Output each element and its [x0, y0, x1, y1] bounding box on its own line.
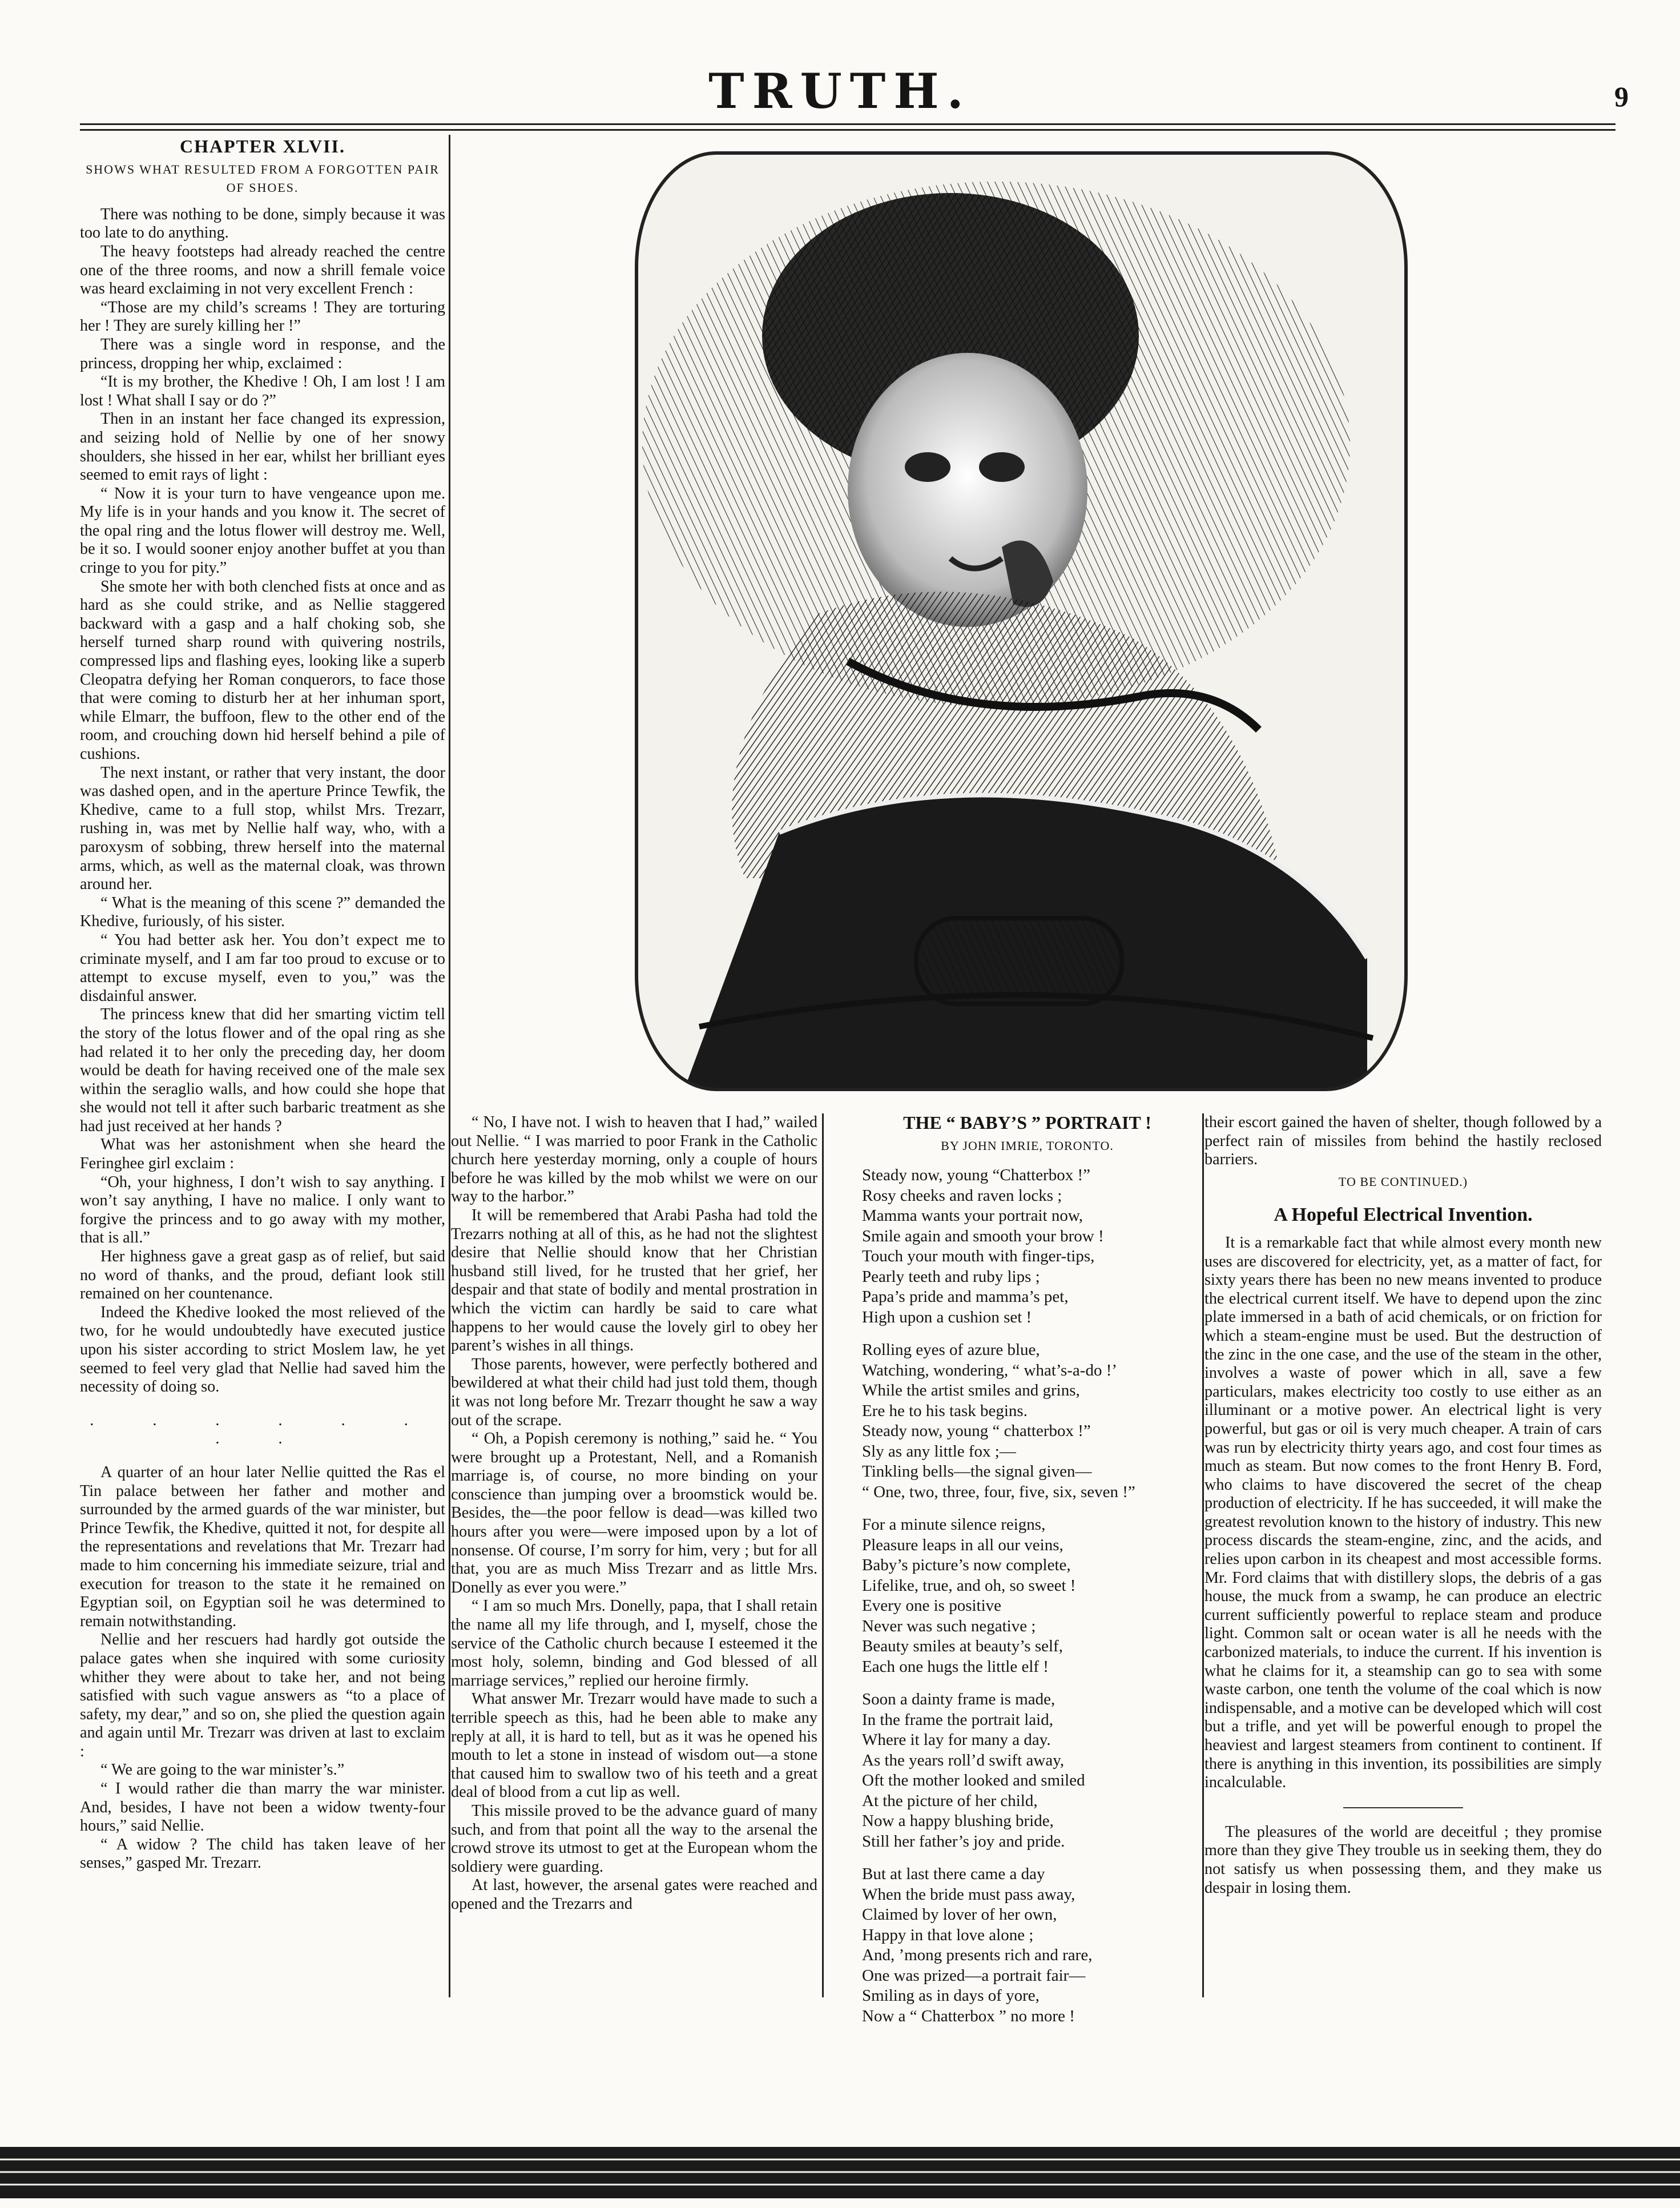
story-paragraphs-continued — [80, 1463, 445, 1873]
column-divider-1 — [449, 135, 450, 1997]
poem-line: Claimed by lover of her own, — [862, 1905, 1057, 1924]
story-paragraph: What was her astonishment when she heard the Feringhee girl exclaim : — [80, 1136, 445, 1173]
poem-line: Steady now, young “Chatterbox !” — [862, 1166, 1090, 1185]
story-paragraph: She smote her with both clenched fists at once and as hard as she could strike, and as Nellie staggered backward with a gasp and a half choking sob, she herself turned sharp round with quivering nostrils, compressed lips and flashing eyes, looking like a superb Cleopatra defying her Roman conquerors, to face those that were coming to disturb her at her inhuman sport, while Elmarr, the buffoon, flew to the other end of the room, and crouching down hid herself behind a pile of cushions. — [80, 577, 445, 763]
poem-line: Happy in that love alone ; — [862, 1925, 1034, 1944]
story-paragraph: “ Oh, a Popish ceremony is nothing,” said he. “ You were brought up a Protestant, Nell, and a Romanish marriage is, of course, no more binding on your conscience than jumping over a broomstick would be. Besides, the—the poor fellow is dead—was killed two hours after you were—were imposed upon by a lot of nonsense. Of course, I’m sorry for him, very ; but for all that, you are as much Miss Trezarr and as little Mrs. Donelly as ever you were.” — [451, 1430, 817, 1596]
story-paragraph: Her highness gave a great gasp as of relief, but said no word of thanks, and the proud, defiant look still remained on her countenance. — [80, 1248, 445, 1303]
story-paragraph: The heavy footsteps had already reached the centre one of the three rooms, and now a shrill female voice was heard exclaiming in not very excellent French : — [80, 242, 445, 298]
page-header — [0, 0, 1680, 131]
story-continuation: their escort gained the haven of shelter, though followed by a perfect rain of missiles from behind the hastily reclosed barriers. — [1204, 1113, 1602, 1169]
story-paragraph: Indeed the Khedive looked the most relieved of the two, for he would undoubtedly have executed justice upon his sister according to strict Moslem law, he yet seemed to feel very glad that Nellie had saved him the necessity of doing so. — [80, 1303, 445, 1396]
page-bottom-band — [0, 2147, 1680, 2198]
poem-line: Tinkling bells—the signal given— — [862, 1462, 1092, 1481]
poem-line: And, ’mong presents rich and rare, — [862, 1946, 1093, 1965]
column-divider-2 — [822, 1113, 824, 1997]
poem-line: “ One, two, three, four, five, six, seven !” — [862, 1482, 1135, 1501]
article-title: A Hopeful Electrical Invention. — [1274, 1204, 1533, 1226]
article-divider — [1343, 1807, 1463, 1808]
story-paragraph: At last, however, the arsenal gates were reached and opened and the Trezarrs and — [451, 1876, 817, 1913]
story-paragraph: “ I am so much Mrs. Donelly, papa, that I shall retain the name all my life through, and I, myself, chose the service of the Catholic church because I esteemed it the most holy, solemn, binding and God blessed of all marriage services,” replied our heroine firmly. — [451, 1597, 817, 1690]
story-paragraphs-2 — [451, 1113, 817, 1914]
header-rule-top — [80, 123, 1615, 125]
poem-line: Never was such negative ; — [862, 1616, 1036, 1635]
poem-line: Sly as any little fox ;— — [862, 1442, 1016, 1461]
poem-stanza — [852, 1340, 1203, 1502]
section-separator: . . . . . . . . — [90, 1411, 436, 1448]
poem-line: Papa’s pride and mamma’s pet, — [862, 1288, 1069, 1306]
story-paragraph: A quarter of an hour later Nellie quitted the Ras el Tin palace between her father and mother and surrounded by the armed guards of the war minister, but Prince Tewfik, the Khedive, quitted it not, for despite all the representations and revelations that Mr. Trezarr had made to him concerning his immediate seizure, trial and execution for treason to the state it he remained on Egyptian soil, on Egyptian soil he was determined to remain notwithstanding. — [80, 1463, 445, 1630]
poem-line: For a minute silence reigns, — [862, 1515, 1046, 1534]
poem-line: Mamma wants your portrait now, — [862, 1206, 1083, 1225]
poem-line: At the picture of her child, — [862, 1791, 1038, 1810]
poem-line: Watching, wondering, “ what’s-a-do !’ — [862, 1361, 1118, 1380]
story-paragraph: Nellie and her rescuers had hardly got outside the palace gates when she inquired with some curiosity whither they were about to take her, and not being satisfied with such vague answers as “to a place of safety, my dear,” and so on, she plied the question again and again until Mr. Trezarr was driven at last to exclaim : — [80, 1631, 445, 1760]
story-paragraph: “It is my brother, the Khedive ! Oh, I am lost ! I am lost ! What shall I say or do ?” — [80, 373, 445, 409]
poem-line: Rosy cheeks and raven locks ; — [862, 1186, 1062, 1205]
story-paragraph: Then in an instant her face changed its expression, and seizing hold of Nellie by one of her snowy shoulders, she hissed in her ear, whilst her brilliant eyes seemed to emit rays of light : — [80, 410, 445, 484]
story-paragraph: “ No, I have not. I wish to heaven that I had,” wailed out Nellie. “ I was married to poor Frank in the Catholic church here yesterday morning, only a couple of hours before he was killed by the mob whilst we were on our way to the harbor.” — [451, 1113, 817, 1206]
poem-stanza — [852, 1690, 1203, 1852]
header-rule-bottom — [80, 129, 1615, 131]
poem-line: Beauty smiles at beauty’s self, — [862, 1637, 1063, 1656]
story-paragraph: This missile proved to be the advance guard of many such, and from that point all the way to the arsenal the crowd strove its utmost to get at the European whom the soldiery were guarding. — [451, 1801, 817, 1876]
chapter-title: CHAPTER XLVII. — [180, 136, 345, 156]
poem-line: Each one hugs the little elf ! — [862, 1657, 1049, 1676]
poem-line: When the bride must pass away, — [862, 1885, 1075, 1904]
poem-line: Where it lay for many a day. — [862, 1731, 1051, 1749]
column-story-part-1 — [80, 137, 445, 1996]
poem-stanzas — [852, 1165, 1203, 2026]
poem-line: Now a “ Chatterbox ” no more ! — [862, 2006, 1075, 2025]
poem-line: Pleasure leaps in all our veins, — [862, 1535, 1063, 1554]
story-paragraph: “Oh, your highness, I don’t wish to say anything. I won’t say anything, I have no malice. I only want to forgive the princess and to go away with my mother, that is all.” — [80, 1173, 445, 1247]
article-body: It is a remarkable fact that while almost every month new uses are discovered for electricity, yet, as a matter of fact, for sixty years there has been no new means invented to produce the electrical current itself. We have to depend upon the zinc plate immersed in a bath of acid chemicals, or on friction for which a steam-engine must be used. But the destruction of the zinc in the one case, and the use of the steam in the other, involves a waste of power which in all, save a few particulars, makes electricity too costly to use either as an illuminant or a motive power. An electrical light is very powerful, but gas or oil is very much cheaper. A train of cars was run by electricity thirty years ago, and cost four times as much as steam. But now comes to the front Henry B. Ford, who claims to have discovered the secret of the cheap production of electricity. If he has succeeded, it will make the greatest revolution known to the history of industry. This new process discards the steam-engine, zinc, and the acids, and relies upon carbon in its cheapest and most accessible forms. Mr. Ford claims that with distillery slops, the debris of a gas house, the muck from a swamp, he can produce an electric current sufficiently powerful to replace steam and produce light. Common salt or ocean water is all he needs with the carbonized materials, to induce the current. If his invention is what he claims for it, a steamship can go to sea with some waste carbon, one tenth the volume of the coal which is now indispensable, and a motive can be developed which will cost but a trifle, and yet will be powerful enough to propel the heaviest and largest steamers from continent to continent. If there is anything in this invention, its possibilities are simply incalculable. — [1204, 1233, 1602, 1792]
column-article — [1204, 1113, 1602, 1996]
poem-line: Rolling eyes of azure blue, — [862, 1341, 1040, 1360]
poem-line: Baby’s picture’s now complete, — [862, 1556, 1071, 1575]
poem-stanza — [852, 1515, 1203, 1677]
poem-stanza — [852, 1165, 1203, 1328]
poem-line: Smiling as in days of yore, — [862, 1986, 1040, 2005]
story-paragraph: There was a single word in response, and the princess, dropping her whip, exclaimed : — [80, 335, 445, 372]
story-paragraph: The next instant, or rather that very instant, the door was dashed open, and in the aperture Prince Tewfik, the Khedive, came to a full stop, whilst Mrs. Trezarr, rushing in, was met by Nellie half way, who, with a paroxysm of sobbing, threw herself into the maternal arms, which, as well as the maternal cloak, was thrown around her. — [80, 763, 445, 894]
poem-line: Oft the mother looked and smiled — [862, 1771, 1085, 1790]
poem-line: Soon a dainty frame is made, — [862, 1690, 1055, 1709]
column-story-part-2 — [451, 1113, 817, 1996]
story-paragraph: “Those are my child’s screams ! They are torturing her ! They are surely killing her !” — [80, 298, 445, 335]
poem-line: Pearly teeth and ruby lips ; — [862, 1267, 1040, 1286]
poem-line: But at last there came a day — [862, 1865, 1045, 1884]
poem-line: Steady now, young “ chatterbox !” — [862, 1422, 1091, 1441]
story-paragraph: There was nothing to be done, simply because it was too late to do anything. — [80, 205, 445, 242]
masthead-title: TRUTH. — [708, 63, 972, 119]
poem-line: Smile again and smooth your brow ! — [862, 1226, 1104, 1245]
story-paragraph: What answer Mr. Trezarr would have made to such a terrible speech as this, had he been able to make any reply at all, it is hard to tell, but as it was he opened his mouth to let a stone in instead of wisdom out—a stone that caused him to swallow two of his teeth and a great deal of blood from a cut lip as well. — [451, 1690, 817, 1801]
story-paragraph: “ I would rather die than marry the war minister. And, besides, I have not been a widow twenty-four hours,” said Nellie. — [80, 1780, 445, 1835]
story-paragraph: The princess knew that did her smarting victim tell the story of the lotus flower and of the opal ring as she had related it to her only the preceding day, her doom would be death for having received one of the male sex within the seraglio walls, and how could she hope that she would not tell it after such barbaric treatment as she had just received at her hands ? — [80, 1006, 445, 1135]
story-paragraph: “ We are going to the war minister’s.” — [100, 1761, 345, 1779]
chapter-subtitle: SHOWS WHAT RESULTED FROM A FORGOTTEN PAIR OF SHOES. — [86, 162, 440, 195]
poem-line: While the artist smiles and grins, — [862, 1381, 1080, 1400]
poem-line: As the years roll’d swift away, — [862, 1751, 1065, 1769]
poem-line: Still her father’s joy and pride. — [862, 1832, 1065, 1851]
page-number: 9 — [1614, 81, 1629, 112]
story-paragraphs — [80, 206, 445, 1397]
poem-line: One was prized—a portrait fair— — [862, 1966, 1086, 1985]
poem-line: Lifelike, true, and oh, so sweet ! — [862, 1576, 1076, 1595]
poem-line: Ere he to his task begins. — [862, 1401, 1028, 1420]
story-paragraph: “ You had better ask her. You don’t expect me to criminate myself, and I am far too proud to excuse or to attempt to excuse myself, even to you,” was the disdainful answer. — [80, 931, 445, 1005]
poem-byline: BY JOHN IMRIE, TORONTO. — [941, 1138, 1114, 1153]
to-be-continued-note: TO BE CONTINUED.) — [1338, 1174, 1468, 1189]
story-paragraph: “ A widow ? The child has taken leave of her senses,” gasped Mr. Trezarr. — [80, 1835, 445, 1872]
column-poem — [852, 1112, 1203, 2025]
story-paragraph: Those parents, however, were perfectly bothered and bewildered at what their child had just told them, though it was not long before Mr. Trezarr thought he saw a way out of the scrape. — [451, 1355, 817, 1429]
poem-stanza — [852, 1864, 1203, 2026]
poem-title: THE “ BABY’S ” PORTRAIT ! — [903, 1112, 1151, 1133]
poem-line: In the frame the portrait laid, — [862, 1710, 1053, 1729]
poem-line: Now a happy blushing bride, — [862, 1812, 1054, 1831]
poem-line: Touch your mouth with finger-tips, — [862, 1247, 1095, 1266]
poem-line: High upon a cushion set ! — [862, 1308, 1032, 1326]
poem-line: Every one is positive — [862, 1596, 1002, 1615]
story-paragraph: “ Now it is your turn to have vengeance upon me. My life is in your hands and you know it. The secret of the opal ring and the lotus flower will destroy me. Well, be it so. I would sooner enjoy another buffet at you than cringe to you for pity.” — [80, 484, 445, 577]
story-paragraph: It will be remembered that Arabi Pasha had told the Trezarrs nothing at all of this, as he had not the slightest desire that Nellie should know that her Christian husband still lived, for he trusted that her grief, her despair and that state of bodily and mental prostration in which the victim can hardly be said to care what happens to her would cause the lovely girl to obey her parent’s wishes in all things. — [451, 1206, 817, 1355]
story-paragraph: “ What is the meaning of this scene ?” demanded the Khedive, furiously, of his sister. — [80, 894, 445, 931]
baby-portrait-engraving — [631, 147, 1412, 1095]
closing-paragraph: The pleasures of the world are deceitful ; they promise more than they give They trouble us in seeking them, they do not satisfy us when possessing them, and they make us despair in losing them. — [1204, 1823, 1602, 1897]
